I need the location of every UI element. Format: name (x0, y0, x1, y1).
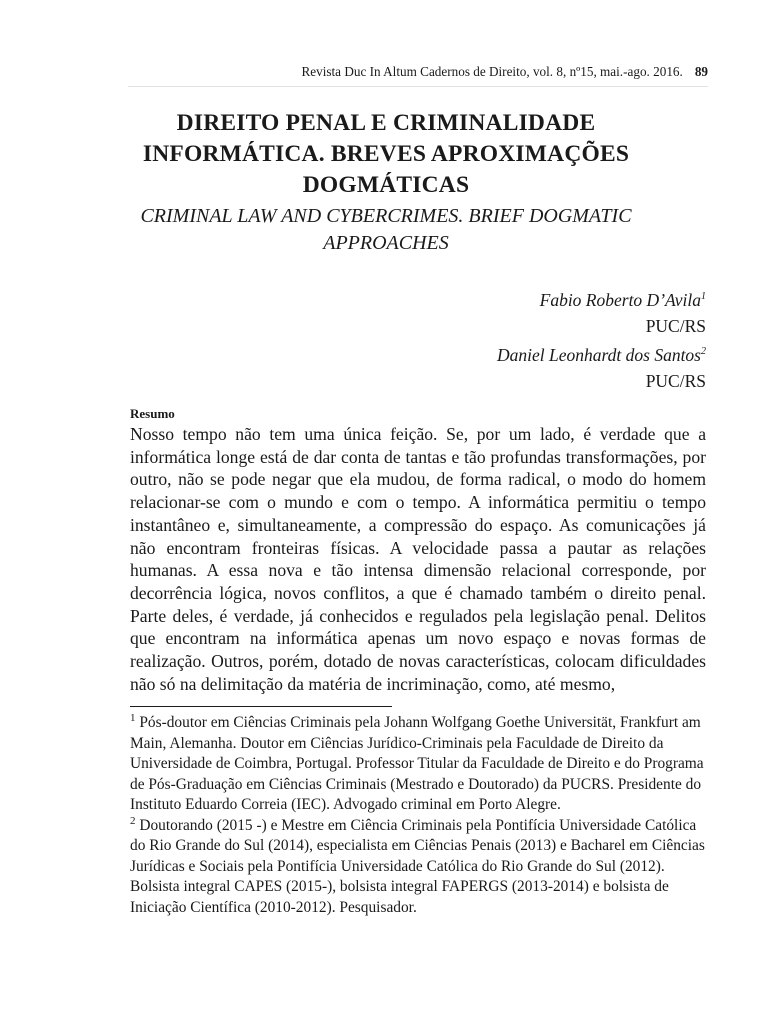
footnote (130, 816, 706, 919)
author-affiliation: PUC/RS (645, 370, 706, 391)
footnote-ref[interactable]: 1 (701, 291, 706, 302)
author-name: Daniel Leonhardt dos Santos (496, 344, 701, 365)
article-subtitle-english (120, 203, 652, 257)
footnote-separator (130, 706, 392, 707)
running-header (128, 64, 708, 80)
journal-citation: Revista Duc In Altum Cadernos de Direito, vol. 8, nº15, mai.-ago. 2016. (301, 64, 683, 79)
title-line: INFORMÁTICA. BREVES APROXIMAÇÕES (142, 141, 630, 167)
header-rule (128, 86, 708, 87)
subtitle-line: CRIMINAL LAW AND CYBERCRIMES. BRIEF DOGMATIC (140, 205, 632, 227)
footnote-mark: 1 (130, 711, 136, 724)
author-name: Fabio Roberto D’Avila (539, 289, 701, 310)
title-line: DOGMÁTICAS (302, 172, 470, 198)
footnote-text: Doutorando (2015 -) e Mestre em Ciência Criminais pela Pontifícia Universidade Católica do Rio Grande do Sul (2014), especialista em Ciências Penais (2013) e Bacharel em Ciências Jurídicas e Sociais pela Pontifícia Universidade Católica do Rio Grande do Sul (2012). Bolsista integral CAPES (2015-), bolsista integral FAPERGS (2013-2014) e bolsista de Iniciação Científica (2010-2012). Pesquisador. (130, 816, 705, 916)
abstract-text: Nosso tempo não tem uma única feição. Se, por um lado, é verdade que a informática longe está de dar conta de tantas e tão profundas transformações, por outro, não se pode negar que ela mudou, de forma radical, o modo do homem relacionar-se com o mundo e com o tempo. A informática permitiu o tempo instantâneo e, simultaneamente, a compressão do espaço. As comunicações já não encontram fronteiras físicas. A velocidade passa a pautar as relações humanas. A essa nova e tão intensa dimensão relacional corresponde, por decorrência lógica, novos conflitos, a que é chamado também o direito penal. Parte deles, é verdade, já conhecidos e regulados pela legislação penal. Delitos que encontram na informática apenas um novo espaço e novas formas de realização. Outros, porém, dotado de novas características, colocam dificuldades não só na delimitação da matéria de incriminação, como, até mesmo, (130, 424, 706, 694)
title-line: DIREITO PENAL E CRIMINALIDADE (176, 110, 596, 136)
author-2 (497, 339, 706, 368)
footnote-text: Pós-doutor em Ciências Criminais pela Johann Wolfgang Goethe Universität, Frankfurt am Main, Alemanha. Doutor em Ciências Jurídico-Criminais pela Faculdade de Direito da Universidade de Coimbra, Portugal. Professor Titular da Faculdade de Direito e do Programa de Pós-Graduação em Ciências Criminais (Mestrado e Doutorado) da PUCRS. Presidente do Instituto Eduardo Correia (IEC). Advogado criminal em Porto Alegre. (130, 714, 704, 813)
footnotes (130, 713, 706, 918)
footnote-ref[interactable]: 2 (701, 345, 706, 357)
abstract-heading: Resumo (130, 406, 175, 421)
author-1 (497, 284, 706, 313)
subtitle-line: APPROACHES (323, 232, 449, 254)
author-block (497, 284, 706, 394)
article-title (120, 108, 652, 201)
page-number: 89 (694, 64, 708, 79)
footnote-mark: 2 (130, 814, 136, 827)
author-affiliation: PUC/RS (645, 315, 706, 336)
footnote (130, 713, 706, 816)
